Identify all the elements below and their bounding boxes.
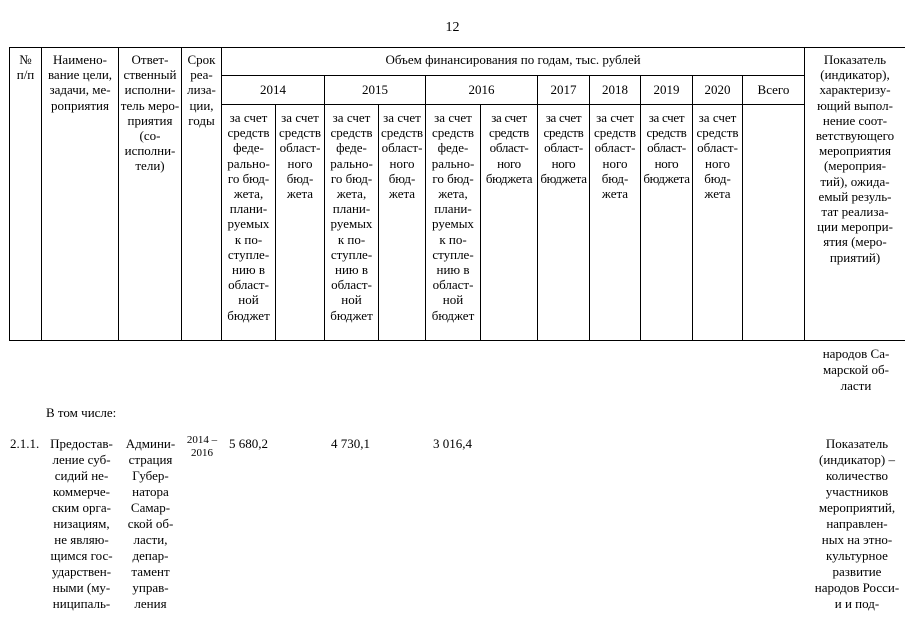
header-responsible: Ответ- ственный исполни- тель меро- приятия (со- исполни- тели) xyxy=(120,52,180,174)
sub-2018-regional: за счет средств област- ного бюд- жета xyxy=(593,110,637,202)
page-number: 12 xyxy=(445,20,460,35)
sub-2014-regional: за счет средств област- ного бюд- жета xyxy=(278,110,322,202)
item-term: 2014 – 2016 xyxy=(186,434,218,459)
item-number: 2.1.1. xyxy=(10,436,40,451)
year-2016: 2016 xyxy=(468,82,495,97)
item-value-2016: 3 016,4 xyxy=(433,436,472,451)
sub-2016-regional: за счет средств област- ного бюджета xyxy=(485,110,533,186)
carry-indicator-text: народов Са- марской об- ласти xyxy=(822,346,890,393)
header-name: Наимено- вание цели, задачи, ме- роприятия xyxy=(47,52,113,113)
sub-2019-regional: за счет средств област- ного бюджета xyxy=(643,110,690,186)
year-2014: 2014 xyxy=(260,82,286,97)
sub-2015-federal: за счет средств феде- рально- го бюд- жета, плани- руемых к по- ступле- нию в област- ной бюджет xyxy=(330,110,373,323)
item-name: Предостав- ление суб- сидий не- коммерче- ским орга- низациям, не являю- щимся гос- ударствен- ными (му- ниципаль- xyxy=(50,436,113,611)
header-term: Срок реа- лиза- ции, годы xyxy=(187,52,216,128)
sub-2015-regional: за счет средств област- ного бюд- жета xyxy=(380,110,424,202)
year-total: Всего xyxy=(757,82,790,97)
year-2020: 2020 xyxy=(704,82,731,97)
sub-2017-regional: за счет средств област- ного бюджета xyxy=(540,110,587,186)
header-indicator: Показатель (индикатор), характеризу- ющий выпол- нение соот- ветствующего мероприятия (мероприя- тий), ожида- емый резуль- тат реализа- ции меропри- ятия (меро- приятий) xyxy=(815,52,895,265)
including-label: В том числе: xyxy=(46,405,117,420)
item-responsible: Админи- страция Губер- натора Самар- ской об- ласти, депар- тамент управ- ления xyxy=(125,436,176,611)
sub-2020-regional: за счет средств област- ного бюд- жета xyxy=(696,110,739,202)
year-2017: 2017 xyxy=(550,82,577,97)
header-num: № п/п xyxy=(16,52,35,83)
sub-2016-federal: за счет средств феде- рально- го бюд- жета, плани- руемых к по- ступле- нию в област- ной бюджет xyxy=(431,110,475,323)
item-value-2015: 4 730,1 xyxy=(331,436,370,451)
item-value-2014: 5 680,2 xyxy=(229,436,268,451)
year-2018: 2018 xyxy=(602,82,628,97)
item-indicator: Показатель (индикатор) – количество участников мероприятий, направлен- ных на этно- культурное развитие народов Росси- и и под- xyxy=(814,436,900,611)
year-2019: 2019 xyxy=(653,82,680,97)
header-funding: Объем финансирования по годам, тыс. рублей xyxy=(385,52,641,67)
sub-2014-federal: за счет средств феде- рально- го бюд- жета, плани- руемых к по- ступле- нию в област- ной бюджет xyxy=(227,110,270,323)
year-2015: 2015 xyxy=(362,82,388,97)
